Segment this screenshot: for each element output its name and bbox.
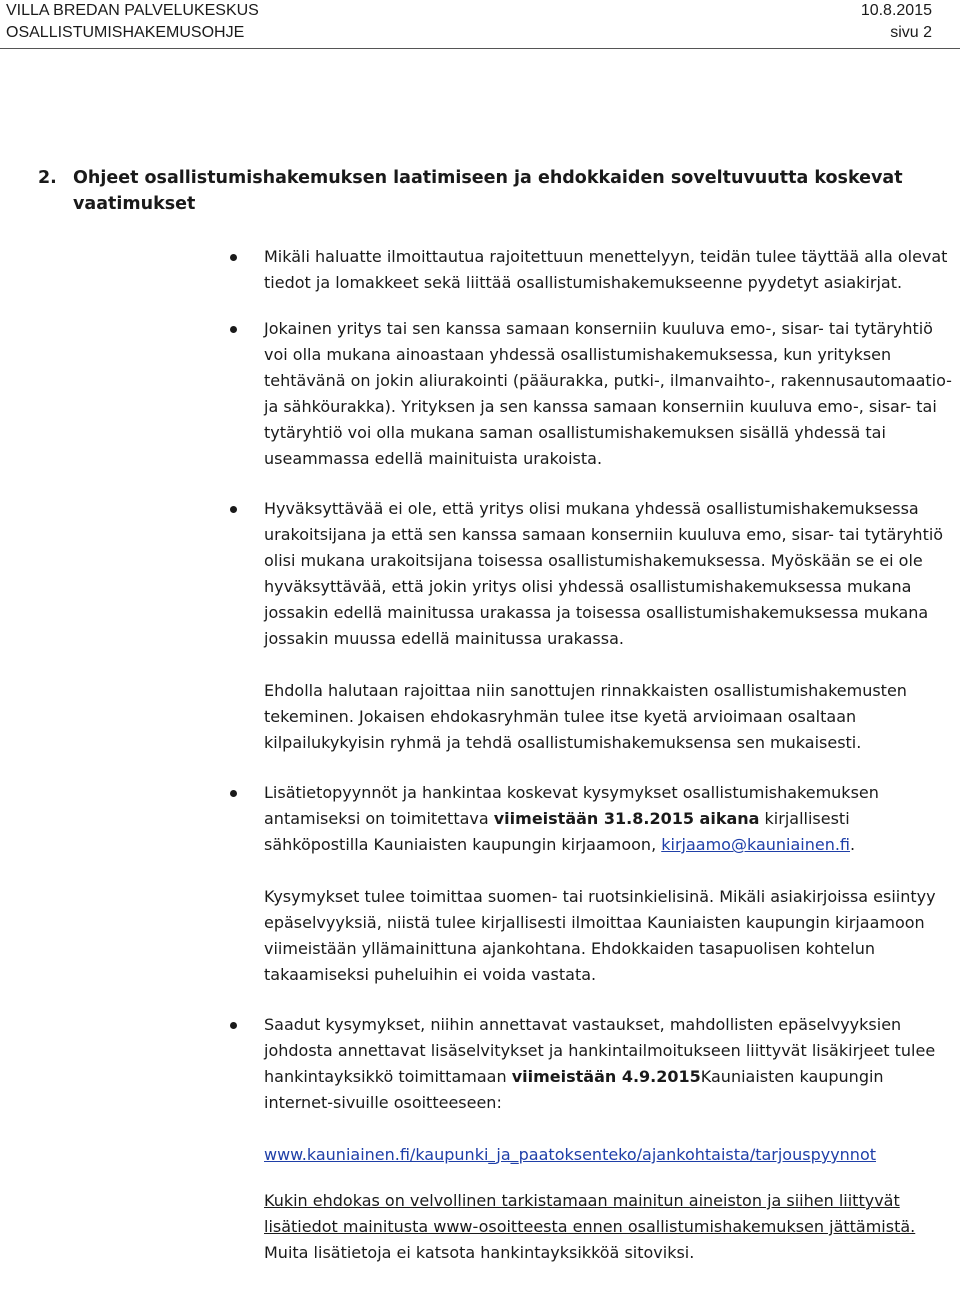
website-link[interactable]: www.kauniainen.fi/kaupunki_ja_paatoksenteko/ajankohtaista/tarjouspyynnot [264,1145,877,1164]
text-run: kirjallisesti sähköpostilla Kauniaisten kaupungin kirjaamoon, [264,809,850,854]
bullet-icon [230,790,237,797]
header-date: 10.8.2015 [860,2,932,19]
list-item [264,1012,956,1266]
paragraph [264,1188,956,1266]
list-item [264,780,956,988]
paragraph [264,1012,956,1116]
underlined-text: Kukin ehdokas on velvollinen tarkistamaan mainitun aineiston ja siihen liittyvät lisätiedot mainitusta www-osoitteesta ennen osallistumishakemuksen jättämistä. [264,1191,916,1236]
page-header [6,0,960,44]
paragraph: Hyväksyttävää ei ole, että yritys olisi mukana yhdessä osallistumishakemuksessa urakoitsijana ja että sen kanssa samaan konserniin kuuluva emo, sisar- tai tytäryhtiö olisi mukana urakoitsijana toisessa osallistumishakemuksessa. Myöskään se ei ole hyväksyttävää, että jokin yritys olisi yhdessä osallistumishakemuksessa mukana jossakin edellä mainitussa urakassa ja toisessa osallistumishakemuksessa mukana jossakin muussa edellä mainitussa urakassa. [264,499,944,648]
bullet-icon [230,254,237,261]
list-item [264,244,956,296]
text-run: . [850,835,856,854]
bullet-icon [230,1022,237,1029]
section-number: 2. [38,168,57,188]
header-org: VILLA BREDAN PALVELUKESKUS [6,2,259,19]
email-link[interactable]: kirjaamo@kauniainen.fi [661,835,851,854]
text-run: Lisätietopyynnöt ja hankintaa koskevat kysymykset osallistumishakemuksen antamiseksi on toimitettava [264,783,879,828]
deadline-text: viimeistään 4.9.2015 [511,1067,701,1086]
paragraph: Jokainen yritys tai sen kanssa samaan konserniin kuuluva emo-, sisar- tai tytäryhtiö voi olla mukana ainoastaan yhdessä osallistumishakemuksessa, kun yrityksen tehtävänä on jokin aliurakointi (pääurakka, putki-, ilmanvaihto-, rakennusautomaatio- ja sähköurakka). Yrityksen ja sen kanssa samaan konserniin kuuluva emo-, sisar- tai tytäryhtiö voi olla mukana saman osallistumishakemuksen sisällä yhdessä tai useammassa edellä mainituista urakoista. [264,319,952,468]
bullet-icon [230,506,237,513]
paragraph [264,1142,956,1168]
paragraph: Mikäli haluatte ilmoittautua rajoitettuun menettelyyn, teidän tulee täyttää alla olevat tiedot ja lomakkeet sekä liittää osallistumishakemukseenne pyydetyt asiakirjat. [264,247,948,292]
paragraph: Ehdolla halutaan rajoittaa niin sanottujen rinnakkaisten osallistumishakemusten tekeminen. Jokaisen ehdokasryhmän tulee itse kyetä arvioimaan osaltaan kilpailukykyisin ryhmä ja tehdä osallistumishakemuksensa sen mukaisesti. [264,681,907,752]
list-item [264,316,956,472]
header-doc-title: OSALLISTUMISHAKEMUSOHJE [6,24,245,41]
section-title: Ohjeet osallistumishakemuksen laatimiseen ja ehdokkaiden soveltuvuutta koskevat vaatimukset [73,168,903,214]
document-body [0,244,960,1266]
bullet-icon [230,326,237,333]
paragraph [264,780,956,858]
text-run: Kauniaisten kaupungin internet-sivuille osoitteeseen: [264,1067,884,1112]
section-heading [38,165,938,217]
deadline-text: viimeistään 31.8.2015 aikana [493,809,760,828]
header-divider [0,48,960,49]
text-run: Saadut kysymykset, niihin annettavat vastaukset, mahdollisten epäselvyyksien johdosta annettavat lisäselvitykset ja hankintailmoitukseen liittyvät lisäkirjeet tulee hankintayksikkö toimittamaan [264,1015,936,1086]
list-item [264,496,956,756]
paragraph: Kysymykset tulee toimittaa suomen- tai ruotsinkielisinä. Mikäli asiakirjoissa esiintyy epäselvyyksiä, niistä tulee kirjallisesti ilmoittaa Kauniaisten kaupungin kirjaamoon viimeistään yllämainittuna ajankohtana. Ehdokkaiden tasapuolisen kohtelun takaamiseksi puheluihin ei voida vastata. [264,887,936,984]
header-page-number: sivu 2 [890,24,932,41]
text-run: Muita lisätietoja ei katsota hankintayksikköä sitoviksi. [264,1243,695,1262]
